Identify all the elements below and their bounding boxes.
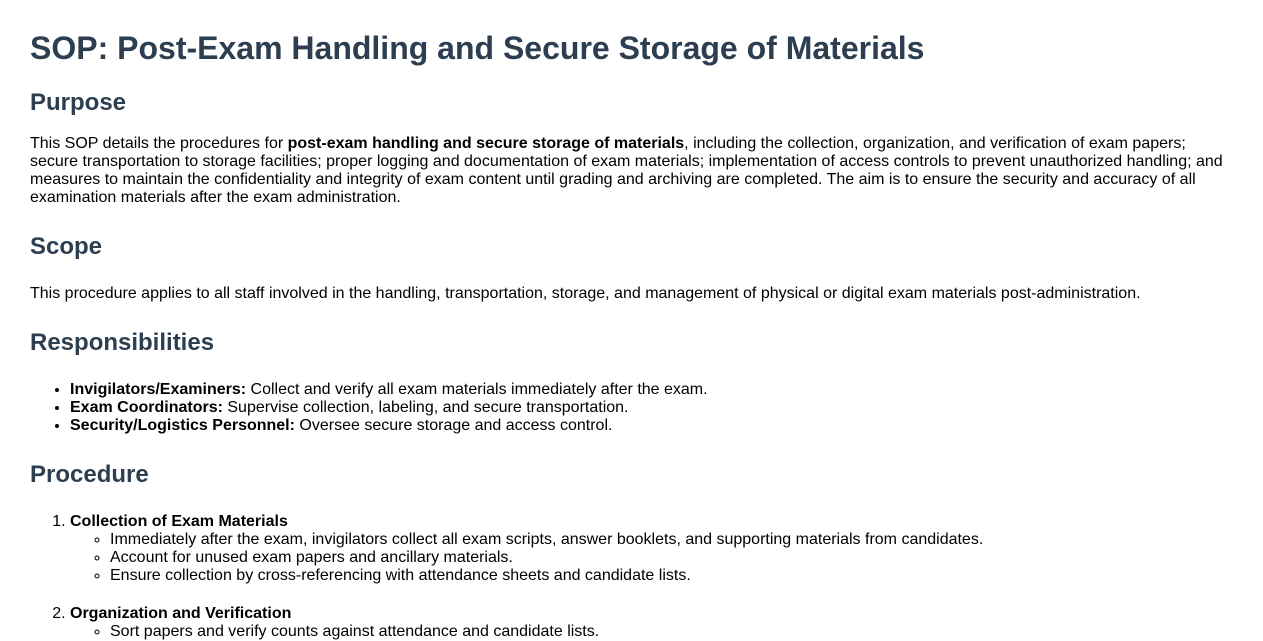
list-item: ◦ Immediately after the exam, invigilators collect all exam scripts, answer booklets, and supporting materials from candidates. <box>110 531 1233 549</box>
purpose-text-before: This SOP details the procedures for <box>30 135 288 152</box>
purpose-text-bold: post-exam handling and secure storage of materials <box>287 135 685 152</box>
procedure-steps <box>30 513 1233 641</box>
list-item: ◦ Sort papers and verify counts against attendance and candidate lists. <box>110 623 1233 641</box>
step-items <box>70 531 1233 585</box>
role-label: Security/Logistics Personnel: <box>70 417 295 434</box>
purpose-paragraph <box>30 135 1233 207</box>
step-title: Collection of Exam Materials <box>70 513 288 530</box>
list-item <box>70 417 1233 435</box>
role-description: Collect and verify all exam materials immediately after the exam. <box>246 381 708 398</box>
role-label: Invigilators/Examiners: <box>70 381 247 398</box>
list-item <box>70 381 1233 399</box>
scope-paragraph: This procedure applies to all staff involved in the handling, transportation, storage, and management of physical or digital exam materials post-administration. <box>30 285 1141 302</box>
procedure-step <box>70 605 1233 641</box>
procedure-step <box>70 513 1233 585</box>
purpose-heading: Purpose <box>30 89 127 116</box>
list-item <box>70 399 1233 417</box>
list-item: ◦ Ensure collection by cross-referencing with attendance sheets and candidate lists. <box>110 567 1233 585</box>
role-description: Oversee secure storage and access control. <box>294 417 613 434</box>
role-description: Supervise collection, labeling, and secure transportation. <box>222 399 629 416</box>
purpose-text-after: , including the collection, organization, and verification of exam papers; secure transportation to storage facilities; proper logging and documentation of exam materials; implementation of access controls to prevent unauthorized handling; and measures to maintain the confidentiality and integrity of exam content until grading and archiving are completed. The aim is to ensure the security and accuracy of all examination materials after the exam administration. <box>30 135 1223 206</box>
page-title: SOP: Post-Exam Handling and Secure Storage of Materials <box>30 30 925 66</box>
procedure-heading: Procedure <box>30 461 149 488</box>
responsibilities-heading: Responsibilities <box>30 329 215 356</box>
list-item: ◦ Account for unused exam papers and ancillary materials. <box>110 549 1233 567</box>
role-label: Exam Coordinators: <box>70 399 223 416</box>
responsibilities-list <box>30 381 1233 435</box>
scope-heading: Scope <box>30 233 103 260</box>
step-title: Organization and Verification <box>70 605 292 622</box>
step-items <box>70 623 1233 641</box>
